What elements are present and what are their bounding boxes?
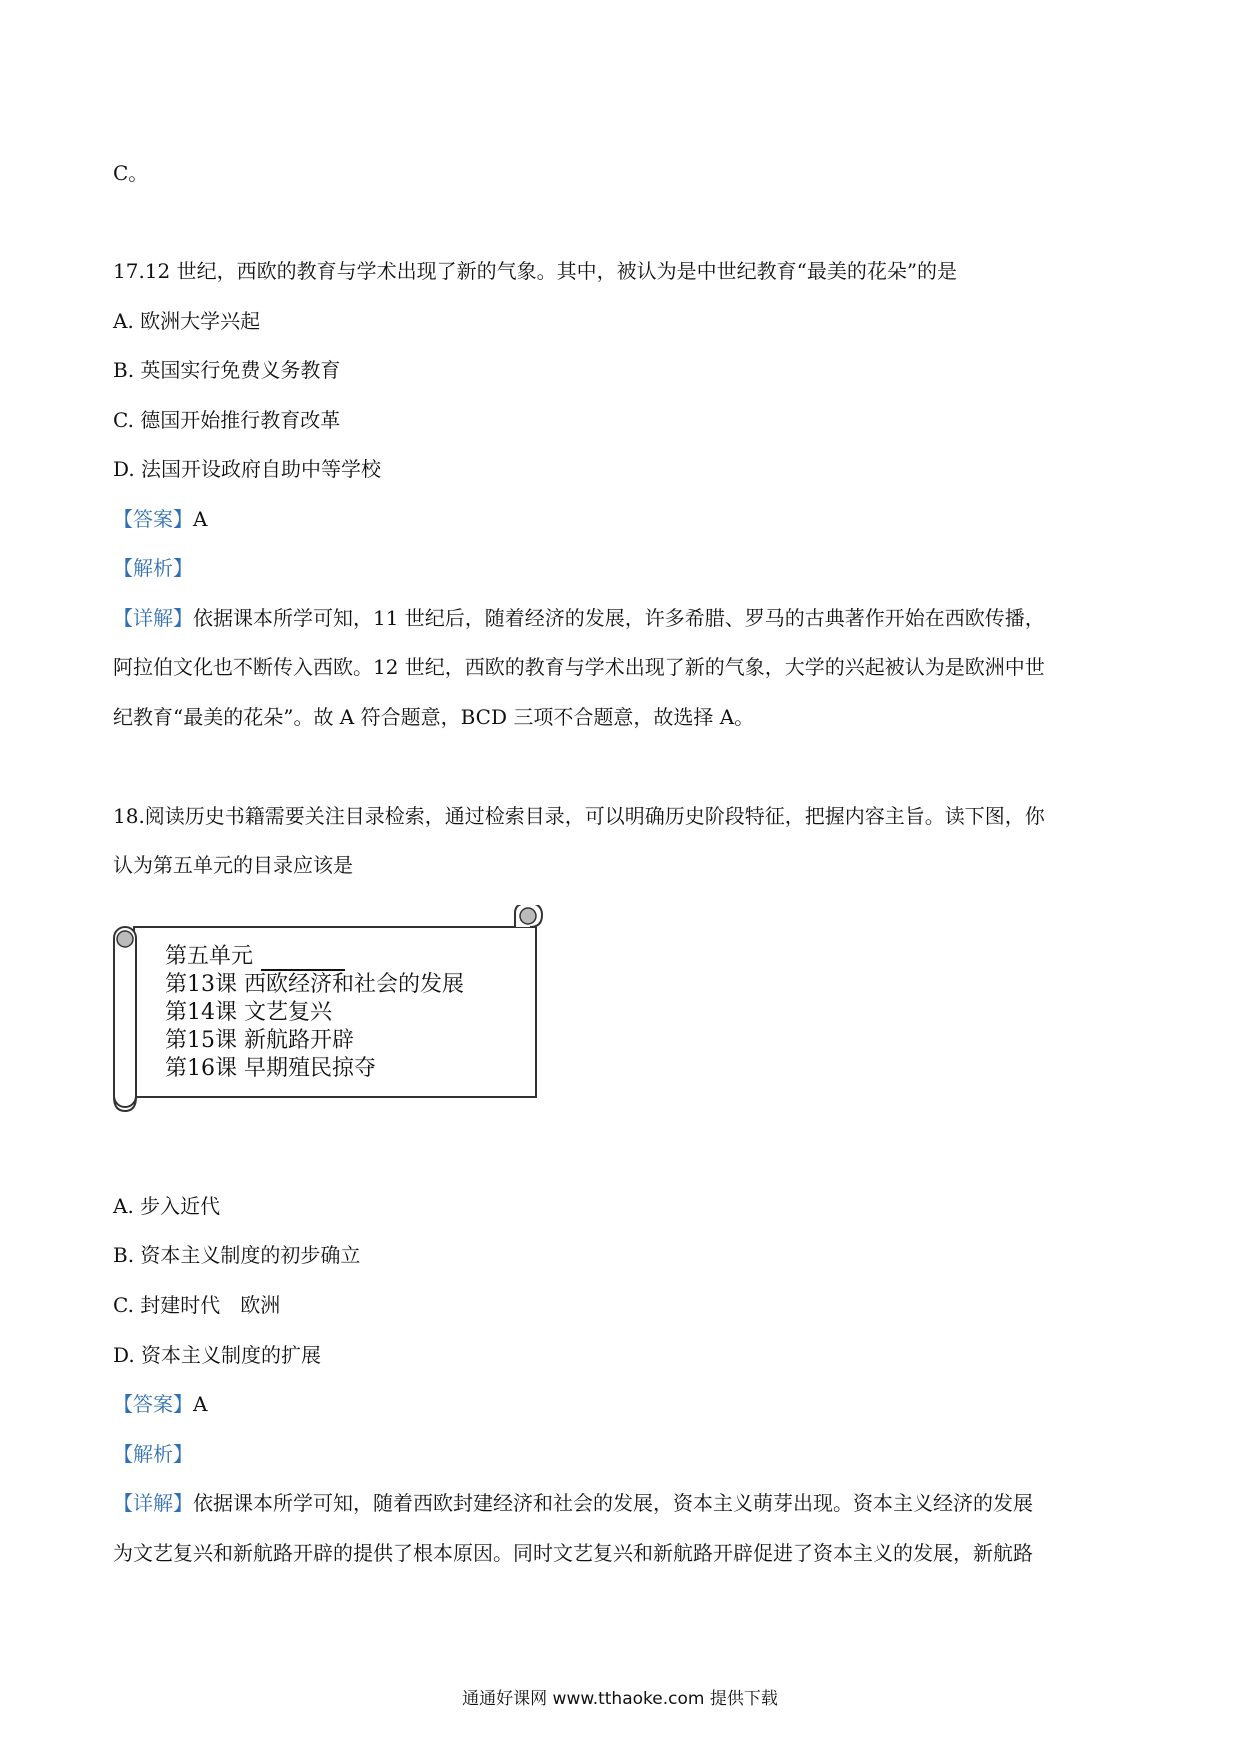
q17-option-d: D. 法国开设政府自助中等学校 (113, 457, 382, 481)
toc-lesson: 第16课 早期殖民掠夺 (165, 1056, 376, 1081)
q18-stem-1: 18.阅读历史书籍需要关注目录检索，通过检索目录，可以明确历史阶段特征，把握内容主旨。读下图，你 (113, 804, 1045, 828)
q18-option-a: A. 步入近代 (113, 1194, 221, 1218)
answer-blank (261, 949, 345, 971)
q17-option-c: C. 德国开始推行教育改革 (113, 408, 341, 432)
q17-option-b: B. 英国实行免费义务教育 (113, 358, 341, 382)
q18-detail-2: 为文艺复兴和新航路开辟的提供了根本原因。同时文艺复兴和新航路开辟促进了资本主义的发展，新航路 (113, 1541, 1033, 1565)
answer-value: A (193, 1392, 208, 1416)
q18-option-b: B. 资本主义制度的初步确立 (113, 1243, 361, 1267)
q18-answer (113, 1391, 207, 1417)
q18-stem-2: 认为第五单元的目录应该是 (113, 853, 353, 877)
detail-tag: 【详解】 (113, 606, 193, 630)
top-fragment: C。 (113, 161, 149, 185)
q17-option-a: A. 欧洲大学兴起 (113, 309, 261, 333)
toc-lesson: 第14课 文艺复兴 (165, 1000, 332, 1025)
answer-value: A (193, 507, 208, 531)
page-footer: 通通好课网 www.tthaoke.com 提供下载 (462, 1689, 778, 1709)
q18-option-c: C. 封建时代 欧洲 (113, 1293, 281, 1317)
toc-unit: 第五单元 (165, 943, 464, 971)
q17-detail-3: 纪教育“最美的花朵”。故 A 符合题意，BCD 三项不合题意，故选择 A。 (113, 705, 755, 729)
q18-detail-1 (113, 1490, 1033, 1516)
q18-analysis: 【解析】 (113, 1442, 193, 1466)
answer-tag: 【答案】 (113, 507, 193, 531)
q17-analysis: 【解析】 (113, 556, 193, 580)
q17-detail-2: 阿拉伯文化也不断传入西欧。12 世纪，西欧的教育与学术出现了新的气象，大学的兴起被认为是欧洲中世 (113, 655, 1045, 679)
q17-detail-1 (113, 605, 1045, 631)
detail-tag: 【详解】 (113, 1491, 193, 1515)
detail-text: 依据课本所学可知，11 世纪后，随着经济的发展，许多希腊、罗马的古典著作开始在西欧传播， (193, 606, 1045, 630)
q17-stem: 17.12 世纪，西欧的教育与学术出现了新的气象。其中，被认为是中世纪教育“最美的花朵”的是 (113, 259, 958, 283)
toc-lesson: 第13课 西欧经济和社会的发展 (165, 972, 464, 997)
toc-lesson: 第15课 新航路开辟 (165, 1028, 354, 1053)
q18-option-d: D. 资本主义制度的扩展 (113, 1343, 322, 1367)
detail-text: 依据课本所学可知，随着西欧封建经济和社会的发展，资本主义萌芽出现。资本主义经济的发展 (193, 1491, 1033, 1515)
q17-answer (113, 506, 207, 532)
scroll-figure (110, 905, 550, 1117)
answer-tag: 【答案】 (113, 1392, 193, 1416)
toc-text (165, 943, 464, 1083)
